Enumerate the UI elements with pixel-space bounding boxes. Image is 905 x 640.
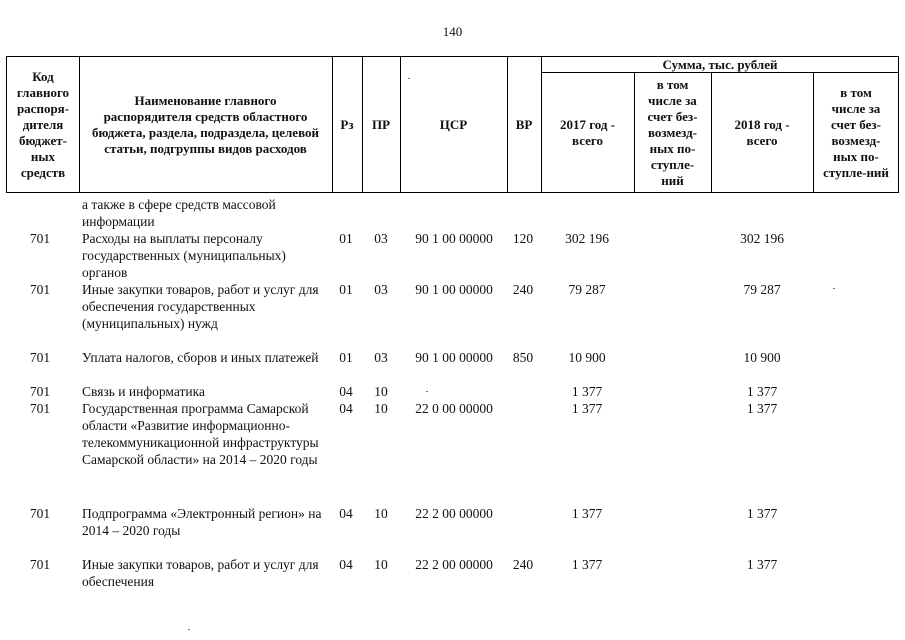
row-vr: 240 bbox=[512, 557, 534, 572]
row-code: 701 bbox=[29, 506, 51, 521]
header-rz: Рз bbox=[340, 116, 354, 132]
row-name: Иные закупки товаров, работ и услуг для обеспечения bbox=[82, 557, 319, 589]
row-pr: 10 bbox=[374, 401, 388, 416]
header-vr: ВР bbox=[515, 116, 533, 132]
row-sum-2017: 302 196 bbox=[565, 231, 609, 246]
row-name: Расходы на выплаты персоналу государственных (муниципальных) органов bbox=[82, 231, 286, 280]
row-sum-2018: 1 377 bbox=[746, 384, 778, 399]
header-name: Наименование главного распорядителя средств областного бюджета, раздела, подраздела, целевой статьи, подгруппы видов расходов bbox=[92, 92, 319, 156]
row-sum-2018: 10 900 bbox=[743, 350, 781, 365]
row-rz: 04 bbox=[339, 401, 353, 416]
row-sum-2018: 302 196 bbox=[740, 231, 784, 246]
row-csr: 90 1 00 00000 bbox=[415, 282, 493, 297]
row-rz: 01 bbox=[339, 282, 353, 297]
row-sum-2018: 1 377 bbox=[746, 557, 778, 572]
row-rz: 04 bbox=[339, 506, 353, 521]
row-pr: 10 bbox=[374, 506, 388, 521]
row-rz: 01 bbox=[339, 350, 353, 365]
row-sum-2017: 1 377 bbox=[571, 384, 603, 399]
row-pr: 03 bbox=[374, 350, 388, 365]
header-2017-total: 2017 год - всего bbox=[559, 116, 616, 148]
row-name: Связь и информатика bbox=[82, 384, 205, 399]
row-csr: 22 0 00 00000 bbox=[415, 401, 493, 416]
row-csr: 90 1 00 00000 bbox=[415, 231, 493, 246]
row-pr: 03 bbox=[374, 282, 388, 297]
row-name: Иные закупки товаров, работ и услуг для обеспечения государственных (муниципальных) нужд bbox=[82, 282, 319, 331]
row-sum-2018: 1 377 bbox=[746, 506, 778, 521]
row-name: Уплата налогов, сборов и иных платежей bbox=[82, 350, 319, 365]
row-sum-2017: 1 377 bbox=[571, 557, 603, 572]
header-2018-free: в том числе за счет без-возмезд-ных по-ступле-ний bbox=[823, 84, 889, 180]
scan-speck bbox=[408, 78, 410, 79]
row-sum-2017: 1 377 bbox=[571, 506, 603, 521]
row-sum-2018: 79 287 bbox=[743, 282, 781, 297]
row-rz: 01 bbox=[339, 231, 353, 246]
header-2017-free: в том числе за счет без-возмезд-ных по-ступле-ний bbox=[647, 76, 698, 188]
row-code: 701 bbox=[29, 282, 51, 297]
header-pr: ПР bbox=[371, 116, 391, 132]
row-rz: 04 bbox=[339, 384, 353, 399]
scan-speck bbox=[833, 288, 835, 289]
row-name: а также в сфере средств массовой информации bbox=[82, 197, 276, 229]
row-pr: 03 bbox=[374, 231, 388, 246]
header-2018-total: 2018 год - всего bbox=[734, 116, 790, 148]
table-header bbox=[6, 56, 899, 193]
row-vr: 850 bbox=[512, 350, 534, 365]
row-sum-2017: 1 377 bbox=[571, 401, 603, 416]
row-csr: 22 2 00 00000 bbox=[415, 506, 493, 521]
row-pr: 10 bbox=[374, 384, 388, 399]
row-pr: 10 bbox=[374, 557, 388, 572]
header-code: Код главного распоря-дителя бюджет-ных средств bbox=[16, 68, 70, 180]
row-vr: 240 bbox=[512, 282, 534, 297]
row-csr: 90 1 00 00000 bbox=[415, 350, 493, 365]
scan-speck bbox=[188, 629, 190, 630]
row-code: 701 bbox=[29, 557, 51, 572]
row-code: 701 bbox=[29, 384, 51, 399]
row-vr: 120 bbox=[512, 231, 534, 246]
row-rz: 04 bbox=[339, 557, 353, 572]
row-sum-2018: 1 377 bbox=[746, 401, 778, 416]
row-sum-2017: 79 287 bbox=[568, 282, 606, 297]
row-name: Подпрограмма «Электронный регион» на 2014 – 2020 годы bbox=[82, 506, 322, 538]
row-code: 701 bbox=[29, 401, 51, 416]
page-number: 140 bbox=[442, 24, 463, 39]
scan-speck bbox=[426, 391, 428, 392]
row-sum-2017: 10 900 bbox=[568, 350, 606, 365]
header-sum-group: Сумма, тыс. рублей bbox=[662, 56, 778, 72]
row-code: 701 bbox=[29, 350, 51, 365]
row-csr: 22 2 00 00000 bbox=[415, 557, 493, 572]
header-csr: ЦСР bbox=[439, 116, 468, 132]
row-name: Государственная программа Самарской области «Развитие информационно-телекоммуникационной инфраструктуры Самарской области» на 2014 – 2020 годы bbox=[82, 401, 319, 467]
row-code: 701 bbox=[29, 231, 51, 246]
